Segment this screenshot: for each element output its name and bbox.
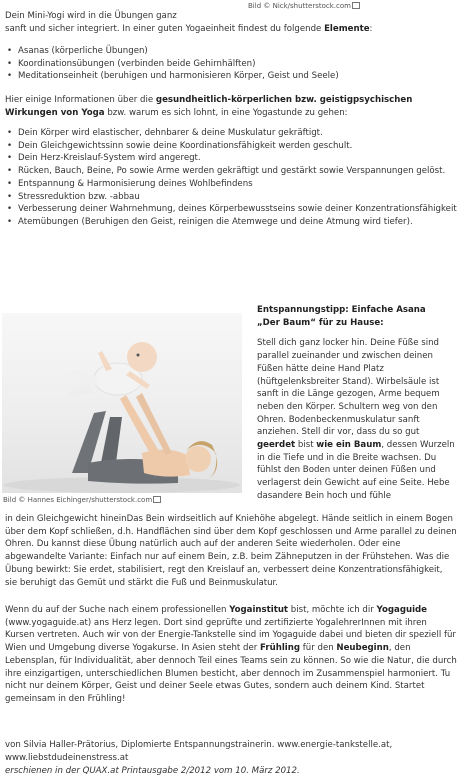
list-item: • Stressreduktion bzw. -abbau xyxy=(18,191,465,204)
external-link-icon xyxy=(352,2,360,9)
tip-body: Stell dich ganz locker hin. Deine Füße sind parallel zueinander und zwischen deinen Füßen hätte deine Hand Platz (hüftgelenksbreiter Stand). Wirbelsäule ist sanft in die Länge gezogen, Arme bequem neben den Körper. Schultern weg von den Ohren. Bodenbeckenmuskulatur sanft anziehen. Stell dir vor, dass du so gut geerdet bist wie ein Baum, dessen Wurzeln in die Tiefe und in die Breite wachsen. Du fühlst den Boden unter deinen Füßen und verlagerst dein Gewicht auf eine Seite. Hebe dasandere Bein hoch und fühle xyxy=(257,338,455,501)
intro-bold-term: Elemente xyxy=(324,23,370,34)
list-item: • Dein Herz-Kreislauf-System wird angeregt. xyxy=(18,152,465,165)
image-credit-text: Bild © Hannes Eichinger/shutterstock.com xyxy=(3,496,153,504)
list-item: • Rücken, Bauch, Beine, Po sowie Arme werden gekräftigt und gestärkt sowie Verspannungen gelöst. xyxy=(18,165,465,178)
effects-bold-heading: gesundheitlich-körperlichen bzw. geistigpsychischen Wirkungen von Yoga xyxy=(5,95,413,118)
photo-illustration xyxy=(2,313,242,493)
list-item: • Dein Gleichgewichtssinn sowie deine Koordinationsfähigkeit werden geschult. xyxy=(18,140,465,153)
list-item: • Verbesserung deiner Wahrnehmung, deines Körperbewusstseins sowie deiner Konzentrationsfähigkeit xyxy=(18,203,465,216)
list-item: • Dein Körper wird elastischer, dehnbarer & deine Muskulatur gekräftigt. xyxy=(18,127,465,140)
benefits-list xyxy=(5,127,465,229)
yogaguide-paragraph: Wenn du auf der Suche nach einem professionellen Yogainstitut bist, möchte ich dir Yogaguide (www.yogaguide.at) ans Herz legen. Dort sind geprüfte und zertifizierte YogalehrerInnen mit ihren Kursen vertreten. Auch wir von der Energie-Tankstelle sind im Yogaguide dabei und bieten dir speziell für Wien und Umgebung diverse Yogakurse. In Asien steht der Frühling für den Neubeginn, den Lebensplan, für Individualität, aber dennoch Teil eines Teams sein zu können. So wie die Natur, die durch ihre einzigartigen, unterschiedlichen Blumen besticht, aber dennoch im Zusammenspiel harmoniert. Tu nicht nur deinem Körper, Geist und deiner Seele etwas Gutes, sondern auch deinem Kind. Startet gemeinsam in den Frühling! xyxy=(5,605,457,704)
mother-baby-yoga-photo xyxy=(2,313,242,493)
external-link-icon xyxy=(153,496,161,503)
effects-intro-paragraph: Hier einige Informationen über die gesundheitlich-körperlichen bzw. geistigpsychischen Wirkungen von Yoga bzw. warum es sich lohnt, in eine Yogastunde zu gehen: xyxy=(5,95,413,118)
list-item: • Entspannung & Harmonisierung deines Wohlbefindens xyxy=(18,178,465,191)
relaxation-tip xyxy=(257,304,457,503)
tip-continuation: in dein Gleichgewicht hineinDas Bein wirdseitlich auf Kniehöhe abgelegt. Hände seitlich in einem Bogen über dem Kopf schließen, d.h. Handflächen sind über dem Kopf geschlossen und Arme parallel zu deinen Ohren. Du kannst diese Übung natürlich auch auf der anderen Seite wiederholen. Oder eine abgewandelte Variante: Einfach nur auf einem Bein, z.B. beim Zähneputzen in der Frühstehen. Was die Übung bewirkt: Sie erdet, stabilisiert, regt den Kreislauf an, verbessert deine Konzentrationsfähigkeit, sie beruhigt das Gemüt und stärkt die Fuß und Beinmuskulatur. xyxy=(5,514,457,588)
elements-list xyxy=(5,45,465,83)
list-item: • Meditationseinheit (beruhigen und harmonisieren Körper, Geist und Seele) xyxy=(18,70,465,83)
intro-paragraph xyxy=(5,10,457,35)
publication-note: erschienen in der QUAX.at Printausgabe 2/2012 vom 10. März 2012. xyxy=(5,766,300,776)
intro-line2: sanft und sicher integriert. In einer guten Yogaeinheit findest du folgende Elemente: xyxy=(5,23,373,34)
list-item: • Asanas (körperliche Übungen) xyxy=(18,45,465,58)
list-item: • Atemübungen (Beruhigen den Geist, reinigen die Atemwege und deine Atmung wird tiefer). xyxy=(18,216,465,229)
tip-title: Entspannungstipp: Einfache Asana „Der Baum“ für zu Hause: xyxy=(257,305,426,328)
image-credit-text: Bild © Nick/shutterstock.com xyxy=(248,2,351,10)
intro-line1: Dein Mini-Yogi wird in die Übungen ganz xyxy=(5,11,177,21)
image-credit-photo[interactable] xyxy=(3,494,161,507)
list-item: • Koordinationsübungen (verbinden beide Gehirnhälften) xyxy=(18,58,465,71)
author-signature: von Silvia Haller-Prätorius, Diplomierte Entspannungstrainerin. www.energie-tankstelle.at, www.liebstdudeinenstress.at xyxy=(5,740,393,763)
